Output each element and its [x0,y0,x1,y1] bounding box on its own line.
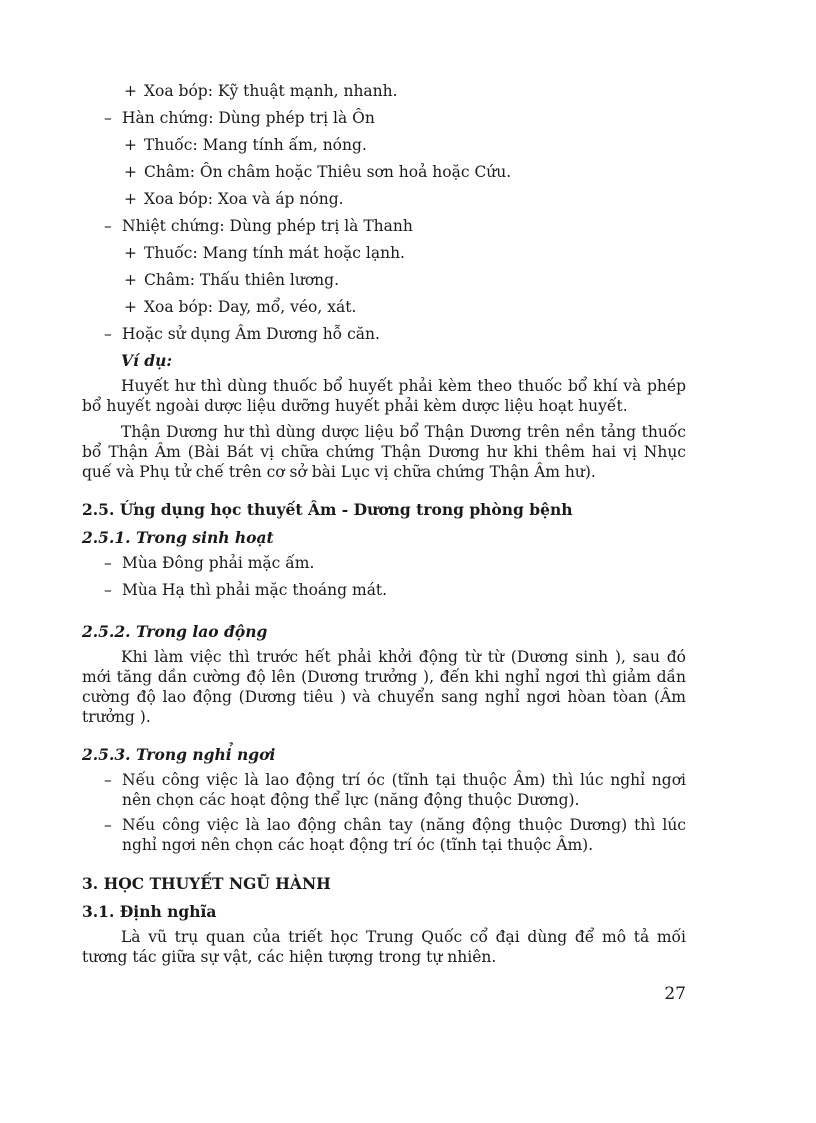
list-item: – Hàn chứng: Dùng phép trị là Ôn [104,109,375,127]
subsection-heading: 2.5.3. Trong nghỉ ngơi [82,745,276,764]
list-item: – Nếu công việc là lao động trí óc (tĩnh tại thuộc Âm) thì lúc nghỉ ngơi nên chọn các hoạt động thể lực (năng động thuộc Dương). [104,771,686,809]
list-item: + Thuốc: Mang tính ấm, nóng. [124,136,367,154]
list-item: – Mùa Hạ thì phải mặc thoáng mát. [104,581,388,599]
example-paragraph: Huyết hư thì dùng thuốc bổ huyết phải kèm theo thuốc bổ khí và phép bổ huyết ngoài dược liệu dưỡng huyết phải kèm dược liệu hoạt huyết. [82,377,686,415]
example-paragraph: Thận Dương hư thì dùng dược liệu bổ Thận Dương trên nền tảng thuốc bổ Thận Âm (Bài Bát vị chữa chứng Thận Dương hư khi thêm hai vị Nhục quế và Phụ tử chế trên cơ sở bài Lục vị chữa chứng Thận Âm hư). [82,423,686,481]
list-item: – Nhiệt chứng: Dùng phép trị là Thanh [104,217,413,235]
list-item: – Hoặc sử dụng Âm Dương hỗ căn. [104,325,380,343]
page-number: 27 [664,984,686,1004]
list-item: + Xoa bóp: Kỹ thuật mạnh, nhanh. [124,82,398,100]
chapter-heading: 3. HỌC THUYẾT NGŨ HÀNH [82,874,331,893]
subsection-heading: 2.5.1. Trong sinh hoạt [82,528,274,547]
body-paragraph: Khi làm việc thì trước hết phải khởi động từ từ (Dương sinh ), sau đó mới tăng dần cường độ lên (Dương trưởng ), đến khi nghỉ ngơi thì giảm dần cường độ lao động (Dương tiêu ) và chuyển sang nghỉ ngơi hòan tòan (Âm trưởng ). [82,648,686,726]
section-heading: 3.1. Định nghĩa [82,902,217,921]
list-item: – Mùa Đông phải mặc ấm. [104,554,315,572]
subsection-heading: 2.5.2. Trong lao động [82,622,268,641]
page-content [82,78,686,973]
list-item: + Châm: Thấu thiên lương. [124,271,340,289]
example-label: Ví dụ: [121,351,173,370]
list-item: + Xoa bóp: Xoa và áp nóng. [124,190,344,208]
body-paragraph: Là vũ trụ quan của triết học Trung Quốc cổ đại dùng để mô tả mối tương tác giữa sự vật, các hiện tượng trong tự nhiên. [82,928,686,966]
list-item: + Xoa bóp: Day, mổ, véo, xát. [124,298,357,316]
list-item: + Thuốc: Mang tính mát hoặc lạnh. [124,244,405,262]
list-item: – Nếu công việc là lao động chân tay (năng động thuộc Dương) thì lúc nghỉ ngơi nên chọn các hoạt động trí óc (tĩnh tại thuộc Âm). [104,816,686,854]
section-heading: 2.5. Ứng dụng học thuyết Âm - Dương trong phòng bệnh [82,500,573,519]
list-item: + Châm: Ôn châm hoặc Thiêu sơn hoả hoặc Cứu. [124,163,512,181]
